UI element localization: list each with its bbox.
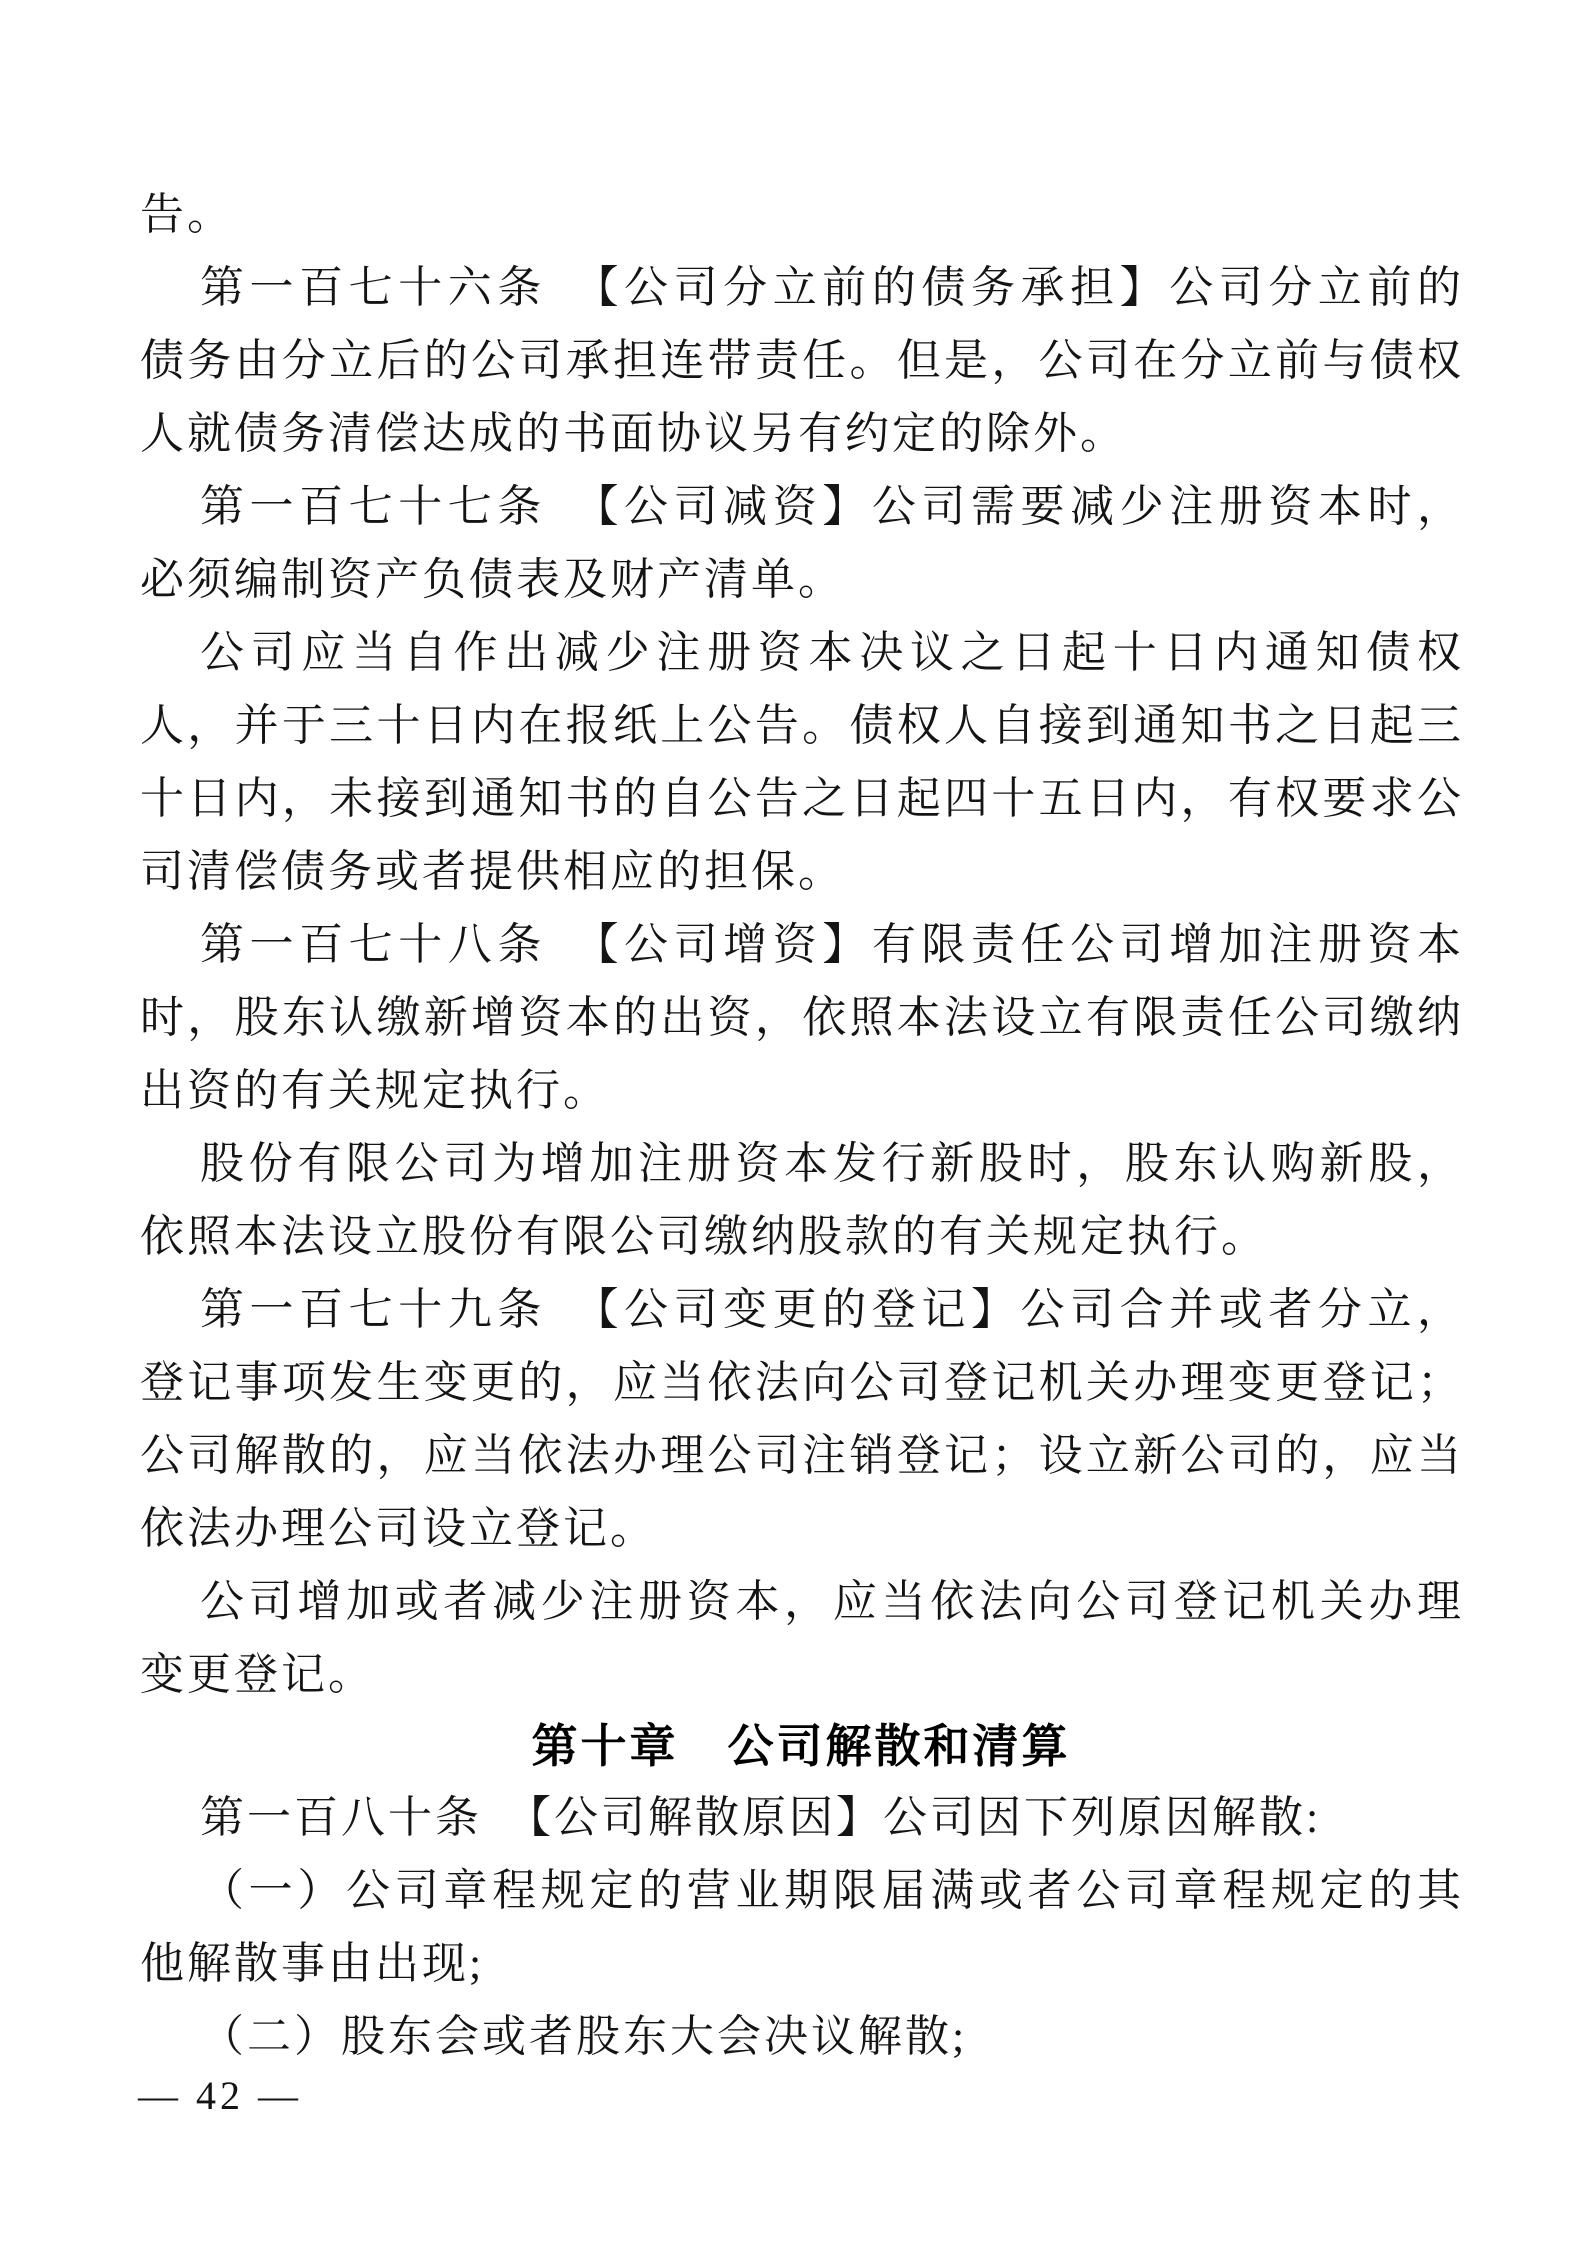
article-180-heading-line: 第一百八十条 【公司解散原因】公司因下列原因解散:	[200, 1793, 1322, 1842]
article-177-heading-line: 第一百七十七条 【公司减资】公司需要减少注册资本时，	[200, 482, 1462, 531]
text-block	[140, 178, 1462, 2073]
paragraph-line: 登记事项发生变更的，应当依法向公司登记机关办理变更登记；	[140, 1358, 1462, 1407]
paragraph-line: 出资的有关规定执行。	[140, 1066, 610, 1115]
list-item-1-line: （一）公司章程规定的营业期限届满或者公司章程规定的其	[200, 1866, 1462, 1915]
paragraph-line: 告。	[140, 190, 234, 239]
paragraph-line: 时，股东认缴新增资本的出资，依照本法设立有限责任公司缴纳	[140, 993, 1462, 1042]
paragraph-line: 司清偿债务或者提供相应的担保。	[140, 847, 845, 896]
paragraph-line: 股份有限公司为增加注册资本发行新股时，股东认购新股，	[200, 1139, 1462, 1188]
article-178-heading-line: 第一百七十八条 【公司增资】有限责任公司增加注册资本	[200, 920, 1462, 969]
paragraph-line: 十日内，未接到通知书的自公告之日起四十五日内，有权要求公	[140, 774, 1462, 823]
paragraph-line: 变更登记。	[140, 1650, 375, 1699]
paragraph-line: 公司解散的，应当依法办理公司注销登记；设立新公司的，应当	[140, 1431, 1462, 1480]
page-number: — 42 —	[138, 2073, 302, 2118]
paragraph-line: 依照本法设立股份有限公司缴纳股款的有关规定执行。	[140, 1212, 1268, 1261]
paragraph-line: 依法办理公司设立登记。	[140, 1504, 657, 1553]
paragraph-line: 公司应当自作出减少注册资本决议之日起十日内通知债权	[200, 628, 1462, 677]
list-item-2-line: （二）股东会或者股东大会决议解散;	[200, 2012, 968, 2061]
list-item-1-continuation-line: 他解散事由出现;	[140, 1939, 485, 1988]
article-176-heading-line: 第一百七十六条 【公司分立前的债务承担】公司分立前的	[200, 263, 1462, 312]
paragraph-line: 公司增加或者减少注册资本，应当依法向公司登记机关办理	[200, 1577, 1462, 1626]
chapter-10-heading: 第十章 公司解散和清算	[531, 1720, 1071, 1772]
paragraph-line: 人就债务清偿达成的书面协议另有约定的除外。	[140, 409, 1127, 458]
paragraph-line: 债务由分立后的公司承担连带责任。但是，公司在分立前与债权	[140, 336, 1462, 385]
article-179-heading-line: 第一百七十九条 【公司变更的登记】公司合并或者分立，	[200, 1285, 1462, 1334]
paragraph-line: 必须编制资产负债表及财产清单。	[140, 555, 845, 604]
paragraph-line: 人，并于三十日内在报纸上公告。债权人自接到通知书之日起三	[140, 701, 1462, 750]
